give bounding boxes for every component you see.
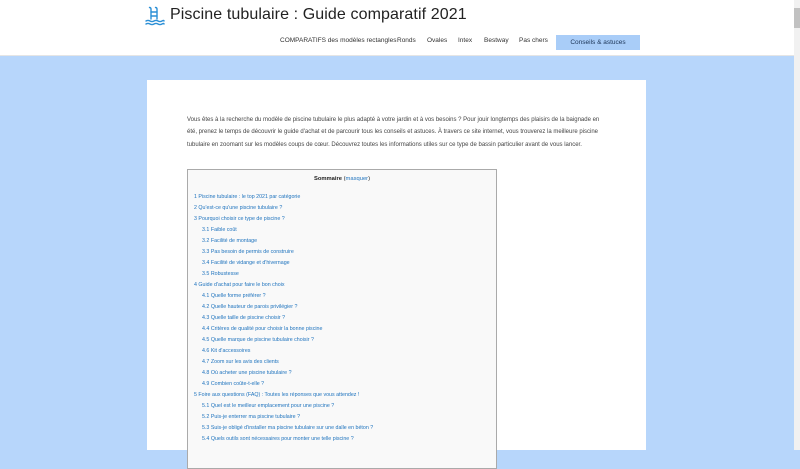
nav-item-bestway[interactable]: Bestway [484, 37, 509, 44]
nav-item-ronds[interactable]: Ronds [397, 37, 416, 44]
toc-item[interactable]: 4.5 Quelle marque de piscine tubulaire choisir ? [202, 337, 314, 343]
toc-item[interactable]: 1 Piscine tubulaire : le top 2021 par catégorie [194, 194, 301, 200]
toc-item[interactable]: 4 Guide d'achat pour faire le bon choix [194, 282, 285, 288]
toc-item[interactable]: 5.3 Suis-je obligé d'installer ma piscine tubulaire sur une dalle en béton ? [202, 425, 374, 431]
toc-toggle-link[interactable]: masquer [345, 176, 369, 182]
toc-item[interactable]: 3.1 Faible coût [202, 227, 237, 233]
toc-item[interactable]: 3.4 Facilité de vidange et d'hivernage [202, 260, 290, 266]
toc-item[interactable]: 3 Pourquoi choisir ce type de piscine ? [194, 216, 285, 222]
main-content [147, 80, 646, 450]
main-nav [0, 34, 800, 52]
site-title[interactable]: Piscine tubulaire : Guide comparatif 2021 [170, 6, 467, 23]
toc-item[interactable]: 4.2 Quelle hauteur de parois privilégier ? [202, 304, 298, 310]
toc-item[interactable]: 3.2 Facilité de montage [202, 238, 258, 244]
toc-item[interactable]: 4.1 Quelle forme préférer ? [202, 293, 266, 299]
nav-item-intex[interactable]: Intex [458, 37, 473, 44]
scrollbar-thumb[interactable] [794, 8, 800, 28]
toc-item[interactable]: 4.9 Combien coûte-t-elle ? [202, 381, 265, 387]
pool-ladder-icon[interactable] [145, 6, 165, 26]
toc-title: Sommaire [313, 176, 342, 182]
toc-item[interactable]: 5.1 Quel est le meilleur emplacement pour une piscine ? [202, 403, 335, 409]
toc-item[interactable]: 3.3 Pas besoin de permis de construire [202, 249, 294, 255]
toc-toggle-paren: (masquer) [343, 176, 371, 182]
nav-item-conseils-button[interactable]: Conseils & astuces [556, 35, 640, 50]
toc-item[interactable]: 4.7 Zoom sur les avis des clients [202, 359, 279, 365]
nav-item-pas-chers[interactable]: Pas chers [519, 37, 548, 44]
toc-item[interactable]: 4.4 Critères de qualité pour choisir la bonne piscine [202, 326, 323, 332]
toc-item[interactable]: 5.4 Quels outils sont nécessaires pour monter une telle piscine ? [202, 436, 354, 442]
toc-header [188, 176, 496, 182]
nav-item-rectangles[interactable]: COMPARATIFS des modèles rectangles [280, 37, 397, 44]
toc-item[interactable]: 4.8 Où acheter une piscine tubulaire ? [202, 370, 292, 376]
nav-item-ovales[interactable]: Ovales [427, 37, 448, 44]
toc-item[interactable]: 5.2 Puis-je enterrer ma piscine tubulaire ? [202, 414, 301, 420]
toc-item[interactable]: 4.6 Kit d'accessoires [202, 348, 251, 354]
toc-item[interactable]: 4.3 Quelle taille de piscine choisir ? [202, 315, 286, 321]
page-scrollbar[interactable] [794, 0, 800, 450]
intro-paragraph: Vous êtes à la recherche du modèle de piscine tubulaire le plus adapté à votre jardin et à vos besoins ? Pour jouir longtemps des plaisirs de la baignade en été, prenez le temps de découvrir le guide d'achat et de parcourir tous les conseils et astuces. À travers ce site internet, vous trouverez la meilleure piscine tubulaire en zoomant sur les modèles coups de cœur. Découvrez toutes les informations utiles sur ce type de bassin particulier avant de vous lancer. [187, 117, 600, 148]
toc-item[interactable]: 5 Foire aux questions (FAQ) : Toutes les réponses que vous attendez ! [194, 392, 360, 398]
toc-item[interactable]: 2 Qu'est-ce qu'une piscine tubulaire ? [194, 205, 283, 211]
site-header [0, 0, 800, 56]
table-of-contents [187, 169, 497, 469]
toc-item[interactable]: 3.5 Robustesse [202, 271, 239, 277]
